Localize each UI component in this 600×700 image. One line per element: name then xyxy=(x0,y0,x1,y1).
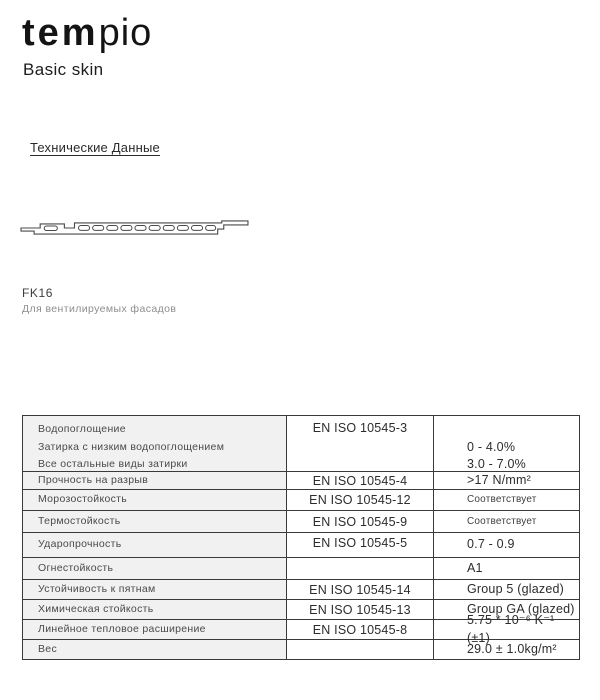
standard-cell: EN ISO 10545-14 xyxy=(286,580,434,599)
property-label-cell xyxy=(23,640,286,659)
standard-cell: EN ISO 10545-13 xyxy=(286,600,434,619)
logo-text-light: pio xyxy=(98,12,153,54)
value-cell xyxy=(434,558,579,579)
product-line-title: Basic skin xyxy=(23,60,104,79)
property-label: Затирка с низким водопоглощением xyxy=(38,440,225,453)
standard-cell: EN ISO 10545-3 xyxy=(286,416,434,471)
property-value: Group GA (glazed) xyxy=(467,601,575,616)
value-cell xyxy=(434,472,579,489)
property-label-cell xyxy=(23,472,286,489)
table-row xyxy=(23,510,579,532)
panel-profile-drawing xyxy=(20,214,252,242)
table-row xyxy=(23,639,579,659)
property-value: 29.0 ± 1.0kg/m² xyxy=(467,641,557,656)
value-cell xyxy=(434,490,579,510)
table-row xyxy=(23,557,579,579)
table-row xyxy=(23,613,579,645)
property-label-cell xyxy=(23,416,286,471)
technical-data-table xyxy=(22,415,580,660)
property-value: 0.7 - 0.9 xyxy=(467,537,515,551)
table-row xyxy=(23,532,579,557)
property-label: Устойчивость к пятнам xyxy=(38,582,156,595)
property-value: 5.75 * 10⁻⁶ K⁻¹ (±1) xyxy=(467,613,555,645)
tempio-logo xyxy=(22,10,152,56)
standard-cell: EN ISO 10545-4 xyxy=(286,472,434,489)
property-label-cell xyxy=(23,511,286,532)
property-label-cell xyxy=(23,490,286,510)
standard-cell: EN ISO 10545-8 xyxy=(286,620,434,639)
property-value: A1 xyxy=(467,560,483,575)
value-cell xyxy=(434,613,579,645)
value-cell xyxy=(434,533,579,557)
property-label: Ударопрочность xyxy=(38,538,122,551)
property-label-cell xyxy=(23,580,286,599)
technical-data-link[interactable]: Технические Данные xyxy=(30,140,160,155)
property-label: Вес xyxy=(38,642,57,655)
table-row xyxy=(23,471,579,489)
property-label-cell xyxy=(23,558,286,579)
property-label: Химическая стойкость xyxy=(38,602,154,615)
property-label: Водопоглощение xyxy=(38,423,126,435)
property-label: Линейное тепловое расширение xyxy=(38,622,206,635)
property-label: Термостойкость xyxy=(38,514,121,527)
property-label-cell xyxy=(23,533,286,557)
table-row xyxy=(23,489,579,510)
standard-cell: EN ISO 10545-12 xyxy=(286,490,434,510)
property-value: 0 - 4.0% xyxy=(467,439,516,454)
property-value: Соответствует xyxy=(467,494,537,506)
logo-text-bold: tem xyxy=(22,12,99,54)
property-value: Соответствует xyxy=(467,515,537,527)
product-description: Для вентилируемых фасадов xyxy=(22,303,177,315)
value-cell xyxy=(434,580,579,599)
standard-cell xyxy=(286,640,434,659)
property-label: Огнестойкость xyxy=(38,561,114,574)
property-value: >17 N/mm² xyxy=(467,472,531,487)
property-value: 3.0 - 7.0% xyxy=(467,457,526,471)
standard-cell: EN ISO 10545-5 xyxy=(286,533,434,557)
standard-cell: EN ISO 10545-9 xyxy=(286,511,434,532)
property-label: Прочность на разрыв xyxy=(38,473,149,486)
property-label-cell xyxy=(23,600,286,619)
property-label: Морозостойкость xyxy=(38,493,128,506)
value-spacer xyxy=(467,421,579,439)
value-cell xyxy=(434,640,579,659)
value-cell xyxy=(434,511,579,532)
table-row xyxy=(23,579,579,599)
value-cell xyxy=(434,416,579,471)
standard-cell xyxy=(286,558,434,579)
table-row xyxy=(23,416,579,471)
property-label-cell xyxy=(23,620,286,639)
product-code: FK16 xyxy=(22,286,54,300)
property-label: Все остальные виды затирки xyxy=(38,458,188,470)
panel-cross-section-icon xyxy=(20,214,252,242)
property-value: Group 5 (glazed) xyxy=(467,581,564,596)
